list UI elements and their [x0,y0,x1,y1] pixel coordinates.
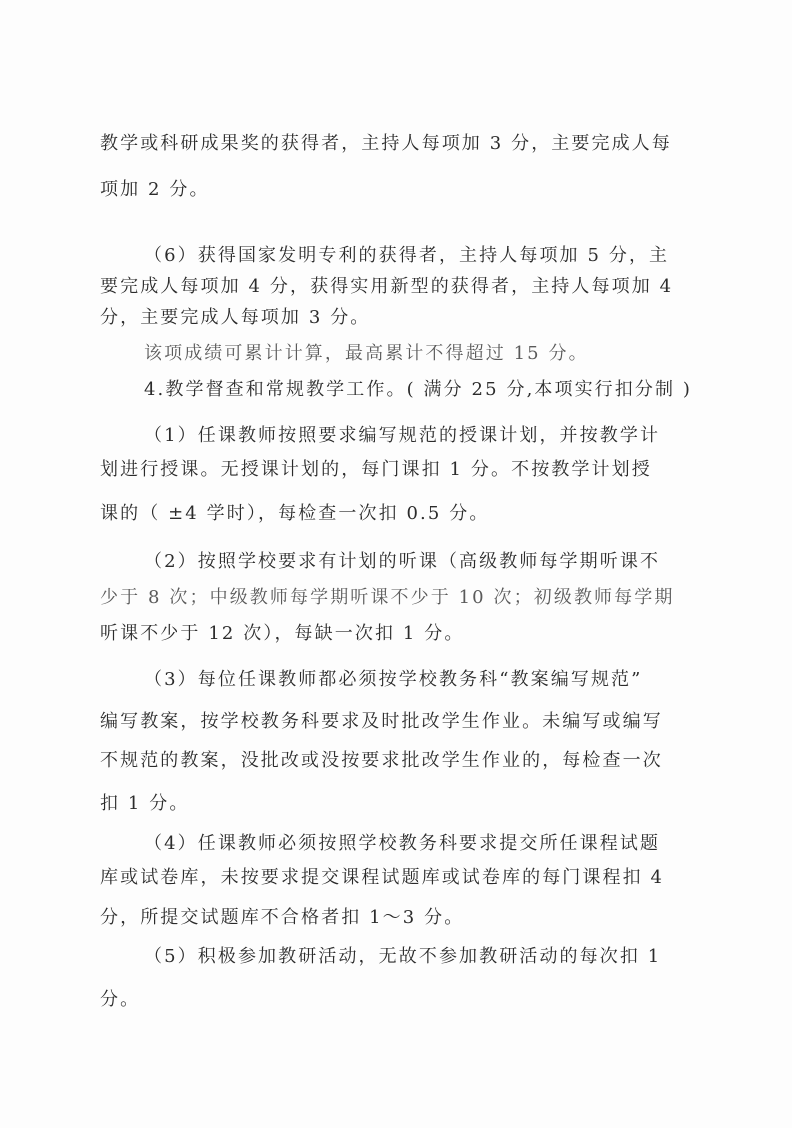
paragraph-line: （6）获得国家发明专利的获得者，主持人每项加 5 分，主 [144,245,670,266]
paragraph-line: （3）每位任课教师都必须按学校教务科“教案编写规范” [144,669,643,690]
paragraph-line: 该项成绩可累计计算，最高累计不得超过 15 分。 [144,343,589,364]
paragraph-line: 编写教案，按学校教务科要求及时批改学生作业。未编写或编写 [100,711,663,732]
paragraph-line: 课的（ ±4 学时），每检查一次扣 0.5 分。 [100,503,490,524]
paragraph-line: 听课不少于 12 次），每缺一次扣 1 分。 [100,623,465,644]
paragraph-line: 项加 2 分。 [100,179,210,200]
paragraph-line: 划进行授课。无授课计划的，每门课扣 1 分。不按教学计划授 [100,459,652,480]
section-heading: 4.教学督查和常规教学工作。( 满分 25 分,本项实行扣分制 ) [144,379,693,400]
paragraph-line: 少于 8 次；中级教师每学期听课不少于 10 次；初级教师每学期 [100,587,675,608]
paragraph-line: （4）任课教师必须按照学校教务科要求提交所任课程试题 [144,833,661,854]
paragraph-line: 分，主要完成人每项加 3 分。 [100,307,371,328]
paragraph-line: 要完成人每项加 4 分，获得实用新型的获得者，主持人每项加 4 [100,276,674,297]
paragraph-line: 库或试卷库，未按要求提交课程试题库或试卷库的每门课程扣 4 [100,867,665,888]
paragraph-line: （1）任课教师按照要求编写规范的授课计划，并按教学计 [144,425,661,446]
paragraph-line: 教学或科研成果奖的获得者，主持人每项加 3 分，主要完成人每 [100,133,672,154]
paragraph-line: （2）按照学校要求有计划的听课（高级教师每学期听课不 [144,551,661,572]
paragraph-line: 不规范的教案，没批改或没按要求批改学生作业的，每检查一次 [100,750,663,771]
paragraph-line: （5）积极参加教研活动，无故不参加教研活动的每次扣 1 [144,946,662,967]
paragraph-line: 分，所提交试题库不合格者扣 1～3 分。 [100,907,465,928]
paragraph-line: 扣 1 分。 [100,793,190,814]
paragraph-line: 分。 [100,989,141,1010]
